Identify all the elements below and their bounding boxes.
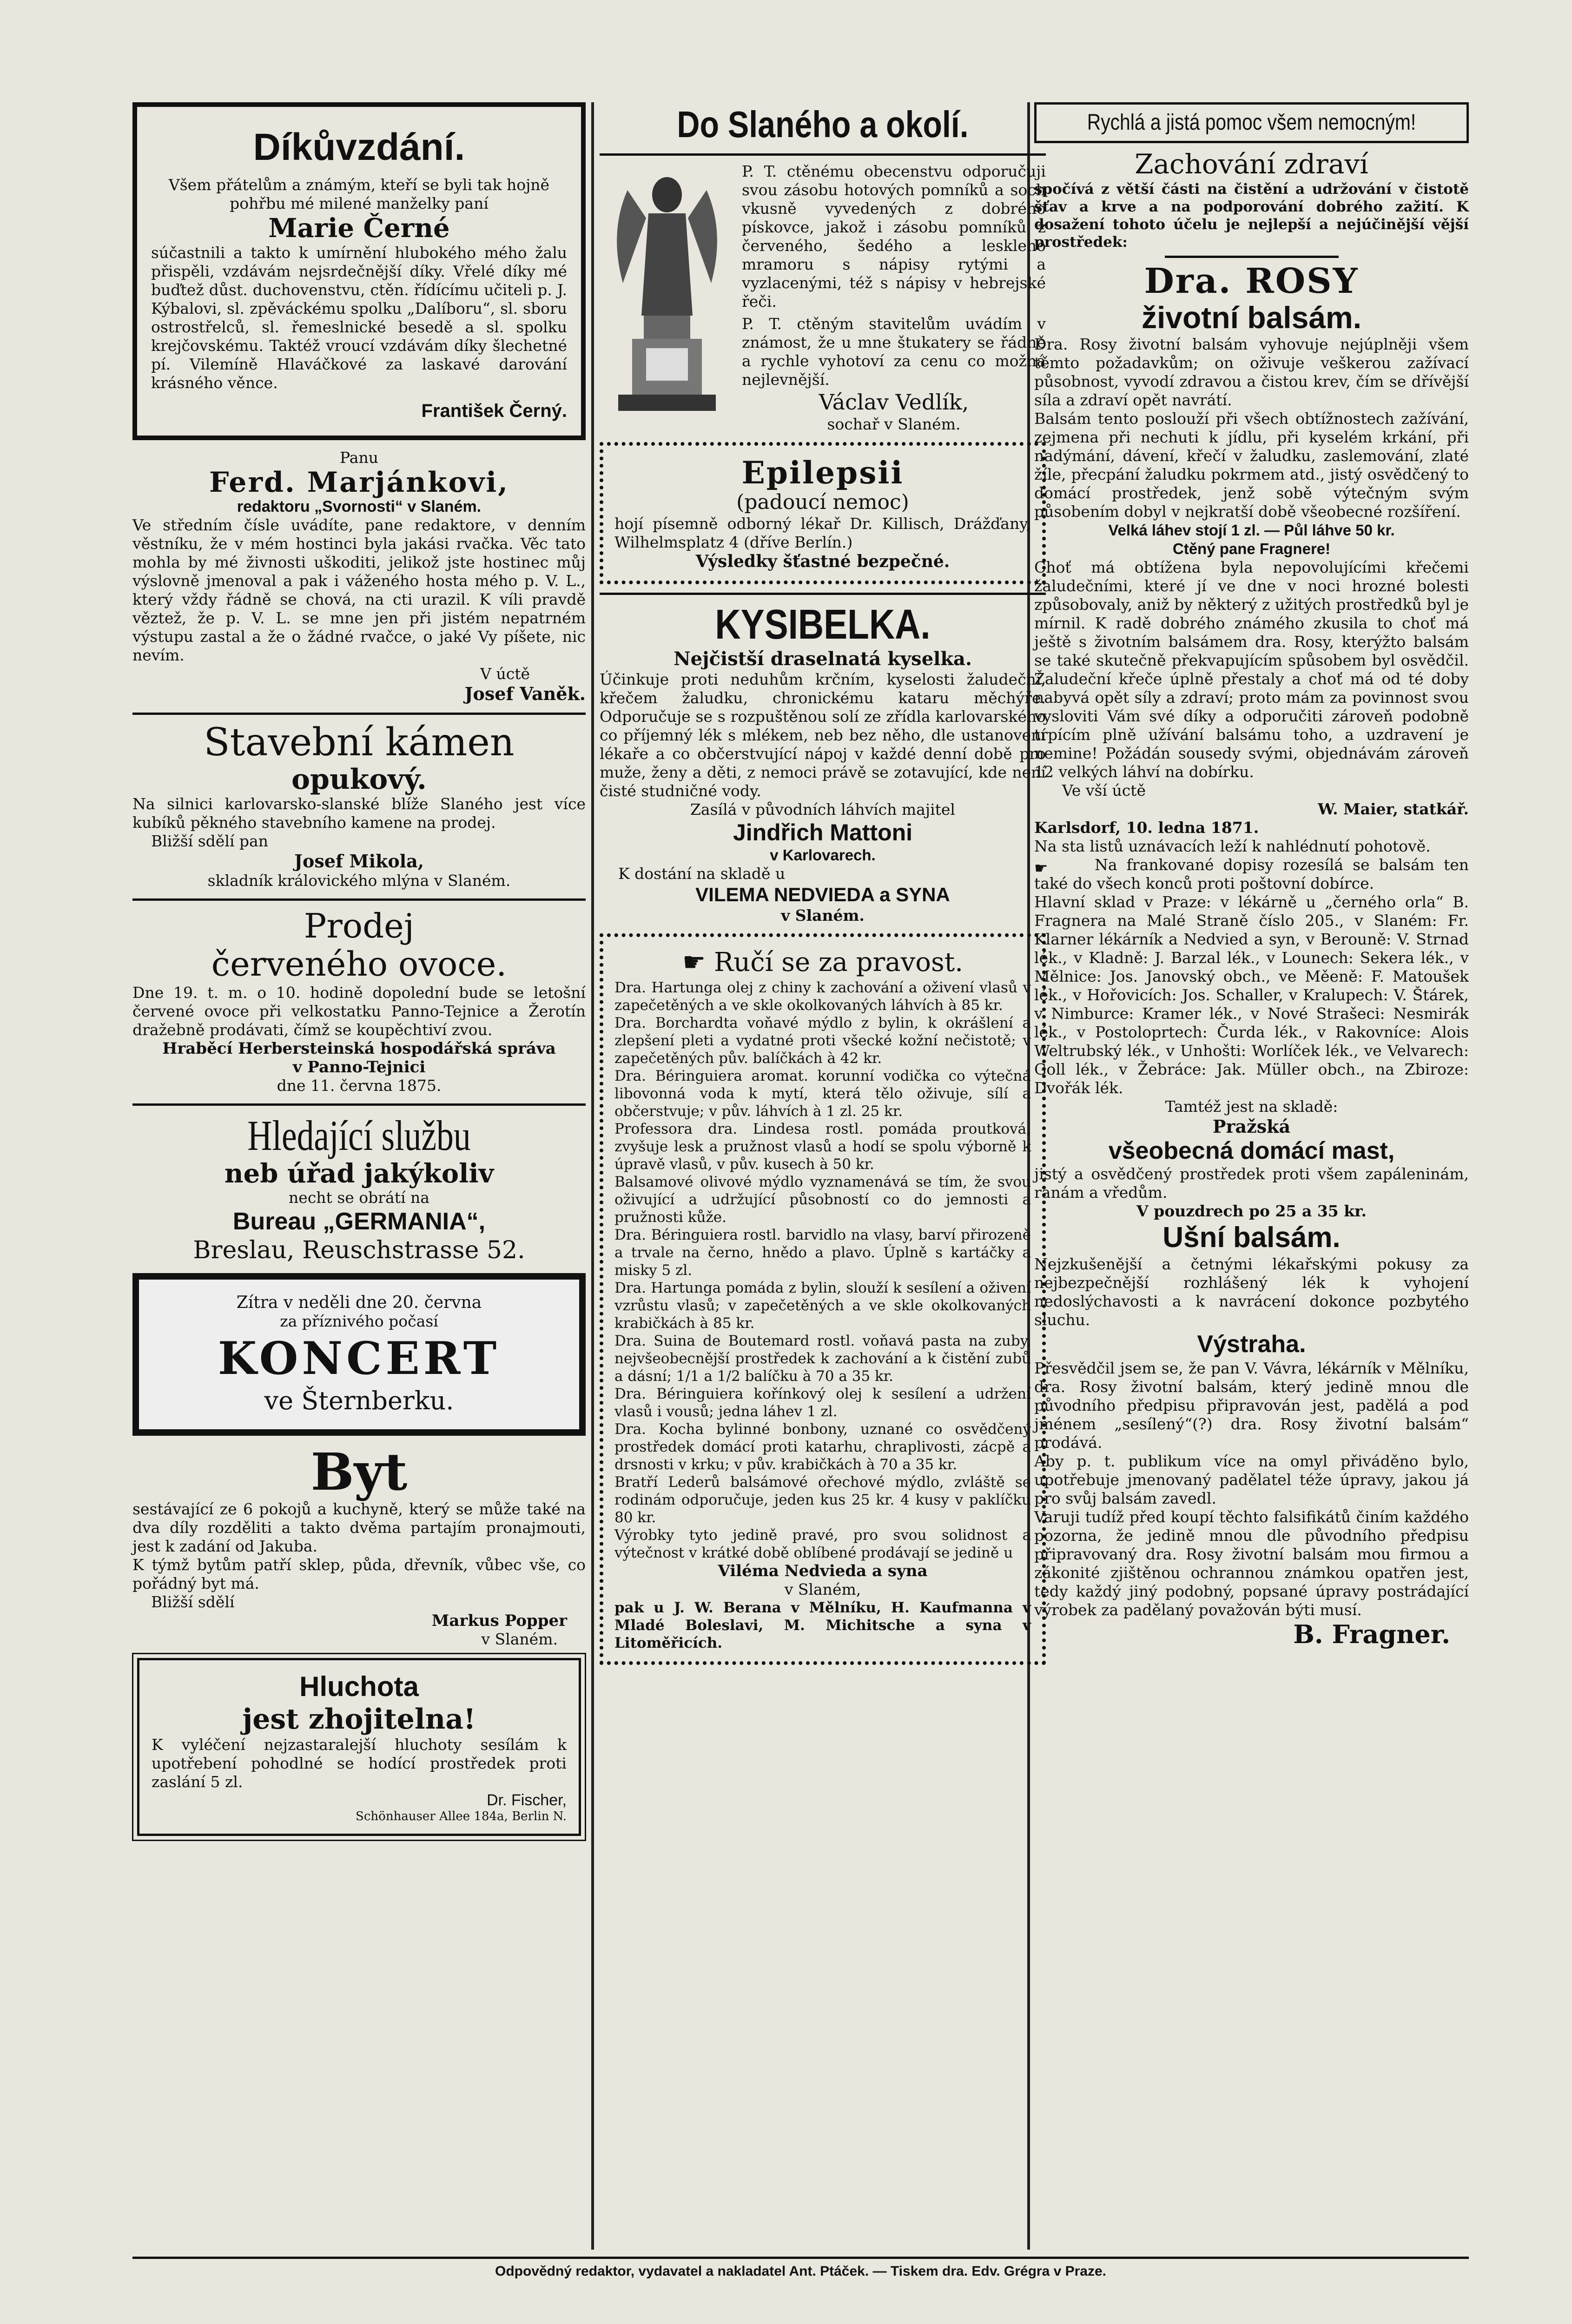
thanks-intro: Všem přátelům a známým, kteří se byli tak hojně pohřbu mé milené manželky paní xyxy=(168,176,550,212)
angel-statue-image xyxy=(600,162,734,413)
deafness-ad xyxy=(137,1658,581,1836)
guarantee-item: Dra. Béringuiera rostl. barvidlo na vlasy, barví přirozeně a trvale na černo, hnědo a plavo. Úplně s kartáčky a misky 5 zl. xyxy=(614,1227,1031,1279)
letter-date: Karlsdorf, 10. ledna 1871. xyxy=(1034,819,1259,837)
guarantee-item: Dra. Suina de Boutemard rostl. voňavá pasta na zuby, nejvšeobecnější prostředek k zachování a k čistění zubů a dásní; 1/1 a 1/2 balíčku à 70 a 35 kr. xyxy=(614,1333,1031,1385)
flat-ad xyxy=(132,1444,586,1649)
guarantee-item: Professora dra. Lindesa rostl. pomáda proutková, zvyšuje lesk a pružnost vlasů a hodí se spolu výborně k úpravě vlasů, v pův. kusech à 50 kr. xyxy=(614,1121,1031,1173)
balsam-p2: Balsám tento poslouží při všech obtížnostech zažívání, zejmena při nechuti k jídlu, při kyselém krkání, při nadýmání, dávení, křečí v žaludku, zaslemování, zlaté žíle, přecpání žaludku pokrmem atd., jistý osvědčený to domácí prostředek, jenž sobě výtečným svým působením dobyl v nejkratší době všeobecné rozšíření. xyxy=(1034,409,1469,521)
ointment-1: Pražská xyxy=(1212,1116,1291,1137)
marjanek-salutation: Panu xyxy=(340,449,378,467)
guarantee-also: pak u J. W. Berana v Mělníku, H. Kaufmanna v Mladé Boleslavi, M. Michitsche a syna v Litoměřicích. xyxy=(614,1599,1031,1651)
guarantee-title-text: Ručí se za pravost. xyxy=(713,947,964,977)
col3-header: Rychlá a jistá pomoc všem nemocným! xyxy=(1087,110,1416,135)
page-footer: Odpovědný redaktor, vydavatel a nakladatel Ant. Ptáček. — Tiskem dra. Edv. Grégra v Praze. xyxy=(132,2257,1469,2279)
job-title-1: Hledající službu xyxy=(247,1112,471,1159)
divider xyxy=(132,713,586,715)
kysibelka-seller: VILEMA NEDVIEDA a SYNA xyxy=(695,884,950,905)
health-title: Zachování zdraví xyxy=(1135,148,1368,180)
flat-place: v Slaném. xyxy=(481,1630,558,1648)
vedlik-ad xyxy=(600,162,1046,434)
divider xyxy=(600,153,1046,156)
flat-name: Markus Popper xyxy=(431,1611,567,1630)
letter-head: Ctěný pane Fragnere! xyxy=(1172,540,1331,557)
balsam-p5 xyxy=(1034,856,1469,893)
thanks-signature: František Černý. xyxy=(421,401,567,421)
deaf-address: Schönhauser Allee 184a, Berlin N. xyxy=(356,1809,567,1823)
job-title-2: neb úřad jakýkoliv xyxy=(224,1158,494,1189)
fruit-body: Dne 19. t. m. o 10. hodině dopolední bude se letošní červené ovoce při velkostatku Panno-Tejnice a Žerotín dražebně prodávati, čímž se koupěchtiví zvou. xyxy=(132,984,586,1039)
guarantee-seller: Viléma Nedvieda a syna xyxy=(718,1562,928,1580)
flat-body-2: K týmž bytům patří sklep, půda, dřevník, vůbec vše, co pořádný byt má. xyxy=(132,1556,586,1592)
marjanek-notice xyxy=(132,449,586,704)
flat-body: sestávající ze 6 pokojů a kuchyně, který se může také na dva díly rozděliti a takto dvěma partajím pronajmouti, jest k zadání od Jakuba. xyxy=(132,1500,586,1555)
pointing-hand-icon: ☛ xyxy=(682,947,714,977)
column-1 xyxy=(132,102,586,1836)
letter-closing: Ve vší úctě xyxy=(1062,781,1146,799)
concert-line-1: Zítra v neděli dne 20. června xyxy=(236,1293,482,1312)
guarantee-item: Dra. Béringuiera kořínkový olej k sesílení a udržení vlasů i vousů; jedna láhev 1 zl. xyxy=(614,1386,1031,1420)
product-name-1: Dra. ROSY xyxy=(1144,261,1359,301)
deaf-name: Dr. Fischer, xyxy=(487,1791,567,1809)
balsam-p8: jistý a osvědčený prostředek proti všem zapáleninám, ranám a vředům. xyxy=(1034,1165,1469,1202)
job-address: Breslau, Reuschstrasse 52. xyxy=(193,1236,525,1264)
balsam-p9: V pouzdrech po 25 a 35 kr. xyxy=(1136,1202,1367,1220)
flat-more: Bližší sdělí xyxy=(151,1593,235,1611)
concert-line-2: za příznivého počasí xyxy=(280,1312,438,1330)
stone-more: Bližší sdělí pan xyxy=(151,832,268,850)
guarantee-item: Dra. Borchardta voňavé mýdlo z bylin, k okrášlení a zlepšení pleti a vydatné proti všecké kožní nečistotě; v zapečetěných pův. balíčkách à 42 kr. xyxy=(614,1015,1031,1067)
concert-place: ve Šternberku. xyxy=(264,1386,454,1415)
column-2 xyxy=(600,102,1046,1673)
epilepsy-result: Výsledky šťastné bezpečné. xyxy=(695,552,950,571)
fruit-title-2: červeného ovoce. xyxy=(211,944,507,984)
guarantee-ad xyxy=(600,933,1046,1665)
kysibelka-owner: Jindřich Mattoni xyxy=(733,819,913,845)
guarantee-seller-place: v Slaném, xyxy=(784,1580,861,1598)
kysibelka-body: Účinkuje proti neduhům krčním, kyselosti žaludeční, křečem žaludku, chronickému kataru měchýře. Odporučuje se s rozpuštěnou solí ze zřídla karlovarského co příjemný lék s mlékem, neb bez něho, dle ustanovení lékaře a co občerstvující nápoj v každé denní době pro muže, ženy a děti, z nemoci právě se zotavující, kde není čisté studničné vody. xyxy=(600,670,1046,800)
stone-name: Josef Mikola, xyxy=(294,851,424,872)
stone-ad xyxy=(132,721,586,890)
vedlik-body-2: P. T. ctěným stavitelům uvádím v známost, že u mne štukatery se řádně a rychle vyhotoví za cenu co možná nejlevnější. xyxy=(742,315,1046,389)
vedlik-role: sochař v Slaném. xyxy=(827,415,961,433)
warning-title: Výstraha. xyxy=(1197,1331,1306,1358)
ointment-2: všeobecná domácí mast, xyxy=(1108,1137,1395,1164)
job-ad xyxy=(132,1112,586,1265)
guarantee-item: Dra. Béringuiera aromat. korunní vodička co výtečná libovonná voda k mytí, která tělo oživuje, sílí a občerstvuje; v pův. láhvích à 1 zl. 25 kr. xyxy=(614,1068,1031,1120)
guarantee-item: Dra. Kocha bylinné bonbony, uznané co osvědčený prostředek domácí proti katarhu, chraplivosti, zácpě a drsnosti v krku; v pův. krabičkách à 70 a 35 kr. xyxy=(614,1421,1031,1473)
vedlik-body-1: P. T. ctěnému obecenstvu odporučuji svou zásobu hotových pomníků a soch vkusně vyvedených z dobrého pískovce, jakož i zásobu pomníků z červeného, šedého a leskleho mramoru s nápisy rytými a vyzlacenými, též s nápisy v hebrejské řeči. xyxy=(742,162,1046,310)
col2-header: Do Slaného a okolí. xyxy=(677,104,969,145)
epilepsy-body: hojí písemně odborný lékař Dr. Killisch, Drážďany, Wilhelmsplatz 4 (dříve Berlín.) xyxy=(614,515,1031,551)
kysibelka-title: KYSIBELKA. xyxy=(715,601,931,648)
thanks-title: Díkůvzdání. xyxy=(253,126,465,168)
stone-subtitle: opukový. xyxy=(291,763,427,796)
concert-ad xyxy=(132,1273,586,1436)
marjanek-signature: Josef Vaněk. xyxy=(464,683,586,704)
marjanek-body: Ve středním čísle uvádíte, pane redaktore, v denním věstníku, že v mém hostinci byla jakási rvačka. Věc tato mohla by mé živnosti uškoditi, jelikož jste hostinec můj výslovně jmenoval a pak i váženého hosta mého p. V. L., který vždy řádně se chová, na cti urazil. K víli pravdě věztež, že p. V. L. se mne jen při jistém nepatrném výstupu zastal a že o žádné rvačce, o jaké Vy píšete, nic nevím. xyxy=(132,516,586,664)
guarantee-item: Bratří Lederů balsámové ořechové mýdlo, zvláště se rodinám odporučuje, jeden kus 25 kr. 4 kusy v paklíčku 80 kr. xyxy=(614,1474,1031,1526)
marjanek-closing: V úctě xyxy=(480,665,530,683)
column-rule xyxy=(591,102,594,2250)
guarantee-note: Výrobky tyto jedině pravé, pro svou solidnost a výtečnost v krátké době oblíbené prodávají se jedině u xyxy=(614,1527,1031,1561)
balsam-p4: Na sta listů uznávacích leží k nahlédnutí pohotově. xyxy=(1034,837,1431,855)
balsam-p11: Přesvědčil jsem se, že pan V. Vávra, lékárník v Mělníku, dra. Rosy životní balsám, který jedině mnou dle původního předpisu připravován jest, padělá a pod jménem „sesílený“(?) dra. Rosy životní balsám“ prodává. xyxy=(1034,1359,1469,1452)
vedlik-name: Václav Vedlík, xyxy=(819,390,969,415)
kysibelka-owner-place: v Karlovarech. xyxy=(770,846,876,864)
balsam-p1: Dra. Rosy životní balsám vyhovuje nejúplněji všem těmto požadavkům; on oživuje veškerou zažívací působnost, vyvodí zdravou a čistou krev, čím se dřívější síla a zdraví opět navrátí. xyxy=(1034,335,1469,409)
deaf-title-1: Hluchota xyxy=(299,1671,419,1702)
balsam-p3: Choť má obtížena byla nepovolujícími křečemi žaludečními, které jí ve dne v noci hrozné bolesti způsobovaly, aniž by některý z užitých prostředků byl je mírnil. K radě dobrého známého zkusila to choť má ještě s životním balsámem dra. Rosy, kterýžto balsám se také skutečně překvapujícím spůsobem byl osvědčil. Žaludeční křeče úplně přestaly a choť má od té doby nabyvá opět síly a zdraví; proto mám za povinnost svou vysloviti Vám své díky a odporučiti zároveň podobně trpícím plně užívání balsámu toho, a uzdravení je nemine! Požádán sousedy svými, objednávám zároveň 12 velkých láhví na dobírku. xyxy=(1034,558,1469,781)
fruit-sender: Hraběcí Herbersteinská hospodářská správa xyxy=(162,1039,556,1058)
kysibelka-seller-place: v Slaném. xyxy=(781,906,865,924)
balsam-p13: Varuji tudíž před koupí těchto falsifikátů činím každého pozorna, že jedině mnou dle původního předpisu připravovaný dra. Rosy životní balsám mou firmou a zákonité zjištěnou ochrannou známkou opatřen jest, tedy každý jiný podobný, popsané úpravy postrádající výrobek za padělaný považován býti musí. xyxy=(1034,1508,1469,1619)
epilepsy-sub: (padoucí nemoc) xyxy=(736,490,909,514)
pointing-hand-icon: ☛ xyxy=(1034,859,1048,877)
guarantee-title xyxy=(614,946,1031,979)
deaf-body: K vyléčení nejzastaralejší hluchoty sesílám k upotřebení pohodlné se hodící prostředek proti zaslání 5 zl. xyxy=(152,1736,567,1791)
kysibelka-line: Zasílá v původních láhvích majitel xyxy=(690,800,955,819)
epilepsy-ad xyxy=(600,442,1046,584)
stone-place: skladník královického mlýna v Slaném. xyxy=(207,872,511,890)
kysibelka-ad xyxy=(600,601,1046,925)
marjanek-role: redaktoru „Svornosti“ v Slaném. xyxy=(237,498,482,515)
epilepsy-title: Epilepsii xyxy=(741,455,904,491)
final-signature: B. Fragner. xyxy=(1293,1619,1450,1649)
marjanek-name: Ferd. Marjánkovi, xyxy=(209,466,509,499)
balsam-p5-text: Na frankované dopisy rozesílá se balsám ten také do všech konců proti poštovní dobírce. xyxy=(1034,856,1469,892)
fruit-title-1: Prodej xyxy=(304,906,415,945)
flat-title: Byt xyxy=(310,1442,408,1502)
divider xyxy=(600,593,1046,595)
col3-header-box xyxy=(1034,102,1469,143)
divider xyxy=(132,1103,586,1106)
kysibelka-sold: K dostání na skladě u xyxy=(618,865,786,883)
ear-balsam-title: Ušní balsám. xyxy=(1162,1221,1341,1254)
fruit-place: v Panno-Tejnici xyxy=(292,1058,426,1076)
divider xyxy=(132,898,586,901)
guarantee-item: Dra. Hartunga pomáda z bylin, slouží k sesílení a oživení vzrůstu vlasů; v zapečetěných a ve skle okolkovaných krabičkách à 85 kr. xyxy=(614,1280,1031,1332)
job-bureau: Bureau „GERMANIA“, xyxy=(232,1208,486,1235)
divider xyxy=(1165,256,1339,258)
stone-body: Na silnici karlovarsko-slanské blíže Slaného jest více kubíků pěkného stavebního kamene na prodej. xyxy=(132,795,586,832)
thanks-body: súčastnili a takto k umírnění hlubokého mého žalu přispěli, vzdávám nejsrdečnější díky. Vřelé díky mé buďtež důst. duchovenstvu, ctěn. řídícímu učiteli p. J. Kýbalovi, sl. zpěváckému spolku „Dalíboru“, sl. sboru ostrostřelců, sl. řemeslnické besedě a sl. spolku krejčovskému. Taktéž vroucí vzdávám díky šlechetné pí. Vilemíně Hlaváčkové za laskavé darování krásného věnce. xyxy=(151,244,567,392)
guarantee-item: Dra. Hartunga olej z chiny k zachování a oživení vlasů v zapečetěných a ve skle okolkovaných láhvích à 85 kr. xyxy=(614,979,1031,1014)
thanks-name: Marie Černé xyxy=(268,213,450,244)
thanks-notice xyxy=(132,102,586,440)
product-name-2: životní balsám. xyxy=(1141,300,1362,335)
guarantee-item: Balsamové olivové mýdlo vyznamenává se tím, že svou oživující a udržující působností co do jemnosti a pružnosti kůže. xyxy=(614,1174,1031,1226)
stone-title: Stavební kámen xyxy=(204,720,515,765)
deaf-title-2: jest zhojitelna! xyxy=(242,1703,476,1736)
fruit-date: dne 11. června 1875. xyxy=(277,1076,442,1095)
health-intro: spočívá z větší části na čistění a udržování v čistotě šťav a krve a na podporování dobrého zažití. K dosažení tohoto účelu je nejlepší a nejúčinější vější prostředek: xyxy=(1034,181,1469,251)
balsam-p12: Aby p. t. publikum více na omyl přiváděno bylo, upotřebuje jmenovaný padělatel téže úpravy, jakou já pro svůj balsám zavedl. xyxy=(1034,1452,1469,1507)
balsam-p7: Tamtéž jest na skladě: xyxy=(1165,1097,1338,1116)
column-3 xyxy=(1034,102,1469,1649)
balsam-p10: Nejzkušenější a četnými lékařskými pokusy za nejbezpečnější rozhlášený lék k vyhojení nedoslýchavosti a k navrácení dokonce pozbytého sluchu. xyxy=(1034,1255,1469,1329)
fruit-ad xyxy=(132,907,586,1095)
letter-signature: W. Maier, statkář. xyxy=(1318,800,1469,818)
concert-title: KONCERT xyxy=(218,1332,501,1385)
balsam-price: Velká láhev stojí 1 zl. — Půl láhve 50 kr. xyxy=(1108,522,1395,539)
kysibelka-subtitle: Nejčistší draselnatá kyselka. xyxy=(674,648,972,670)
balsam-p6: Hlavní sklad v Praze: v lékárně u „černého orla“ B. Fragnera na Malé Straně číslo 205., v Slaném: Fr. Klarner lékárník a Nedvied a syn, v Berouně: V. Strnad lék., v Kladně: J. Barzal lék., v Lounech: Sekera lék., v Mělnice: Jos. Janovský obch., ve Měeně: F. Matoušek lék., v Hořovicích: Jos. Schaller, v Kralupech: V. Štárek, v Nimburce: Kramer lék., v Nové Strašeci: Nesmirák lék., v Postoloprtech: Čurda lék., v Rakovníce: Alois Weltrubský lék., v Unhošti: Worlíček lék., ve Velvarech: Goll lék., v Žebráce: Jak. Müller obch., na Zbiroze: Dvořák lék. xyxy=(1034,893,1469,1097)
job-line-1: necht se obrátí na xyxy=(289,1188,429,1207)
